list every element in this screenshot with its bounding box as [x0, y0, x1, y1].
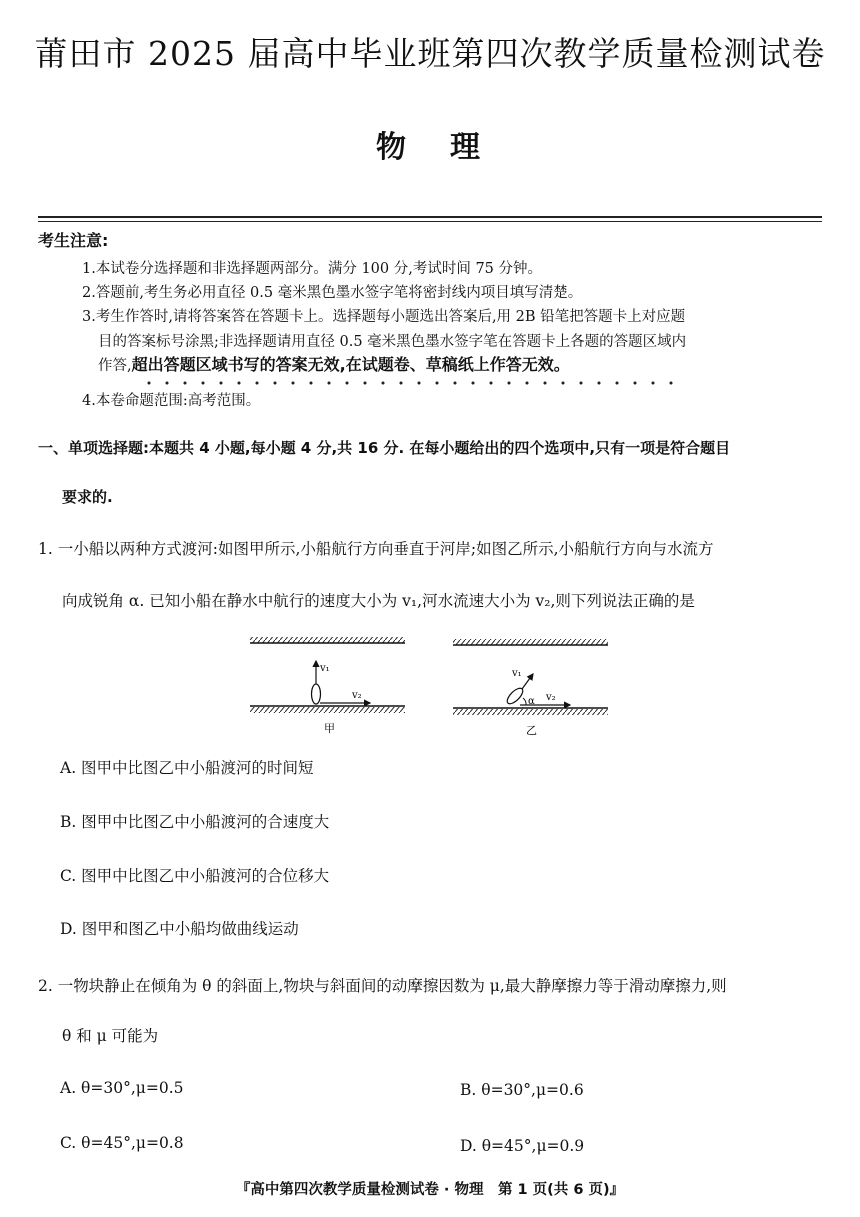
v1-label-yi: v₁: [512, 668, 522, 679]
notice-heading: 考生注意:: [38, 231, 109, 250]
notice-item-2: 2.答题前,考生务必用直径 0.5 毫米黑色墨水签字笔将密封线内项目填写清楚。: [82, 285, 583, 301]
q1-option-a: A. 图甲中比图乙中小船渡河的时间短: [60, 759, 314, 777]
notice-item-3: 3.考生作答时,请将答案答在答题卡上。选择题每小题选出答案后,用 2B 铅笔把答题卡上对应题: [82, 309, 686, 325]
label-yi: 乙: [526, 724, 537, 737]
notice-item-3-end: [98, 352, 570, 375]
notice-item-3-cont: 目的答案标号涂黑;非选择题请用直径 0.5 毫米黑色墨水签字笔在答题卡上各题的答题区域内: [98, 334, 687, 350]
header-rule-thick: [38, 216, 822, 218]
alpha-label: α: [528, 696, 535, 707]
question-1-stem: 1. 一小船以两种方式渡河:如图甲所示,小船航行方向垂直于河岸;如图乙所示,小船航行方向与水流方: [38, 540, 714, 558]
notice-item-1: 1.本试卷分选择题和非选择题两部分。满分 100 分,考试时间 75 分钟。: [82, 261, 543, 277]
q2-option-b: B. θ=30°,μ=0.6: [460, 1081, 584, 1099]
page-footer: 『高中第四次教学质量检测试卷 · 物理 第 1 页(共 6 页)』: [235, 1182, 625, 1198]
q1-option-b: B. 图甲中比图乙中小船渡河的合速度大: [60, 813, 330, 831]
q2-option-a: A. θ=30°,μ=0.5: [60, 1079, 184, 1097]
diagram-yi: [453, 639, 608, 737]
section-heading: 一、单项选择题:本题共 4 小题,每小题 4 分,共 16 分. 在每小题给出的四个选项中,只有一项是符合题目: [38, 439, 731, 457]
emphasis-dots: [140, 380, 680, 386]
exam-title: 莆田市 2025 届高中毕业班第四次教学质量检测试卷: [34, 34, 826, 73]
notice-emphasis: 超出答题区域书写的答案无效,在试题卷、草稿纸上作答无效。: [131, 355, 570, 374]
question-1-figure: [240, 628, 620, 746]
q2-option-c: C. θ=45°,μ=0.8: [60, 1134, 184, 1152]
v2-label-yi: v₂: [546, 692, 556, 703]
question-2-stem: 2. 一物块静止在倾角为 θ 的斜面上,物块与斜面间的动摩擦因数为 μ,最大静摩擦力等于滑动摩擦力,则: [38, 977, 727, 995]
q1-option-c: C. 图甲中比图乙中小船渡河的合位移大: [60, 867, 330, 885]
label-jia: 甲: [324, 722, 335, 735]
q1-option-d: D. 图甲和图乙中小船均做曲线运动: [60, 920, 299, 938]
notice-item-3-prefix: 作答,: [98, 358, 132, 374]
diagram-jia: [250, 637, 405, 735]
subject-title: 物理: [376, 130, 524, 165]
section-heading-cont: 要求的.: [62, 488, 113, 506]
q2-option-d: D. θ=45°,μ=0.9: [460, 1137, 585, 1155]
v1-label-jia: v₁: [320, 663, 330, 674]
notice-item-4: 4.本卷命题范围:高考范围。: [82, 393, 261, 409]
header-rule-thin: [38, 221, 822, 222]
v2-label-jia: v₂: [352, 690, 362, 701]
question-1-stem-cont: 向成锐角 α. 已知小船在静水中航行的速度大小为 v₁,河水流速大小为 v₂,则下列说法正确的是: [62, 592, 695, 610]
question-2-stem-cont: θ 和 μ 可能为: [62, 1027, 159, 1045]
